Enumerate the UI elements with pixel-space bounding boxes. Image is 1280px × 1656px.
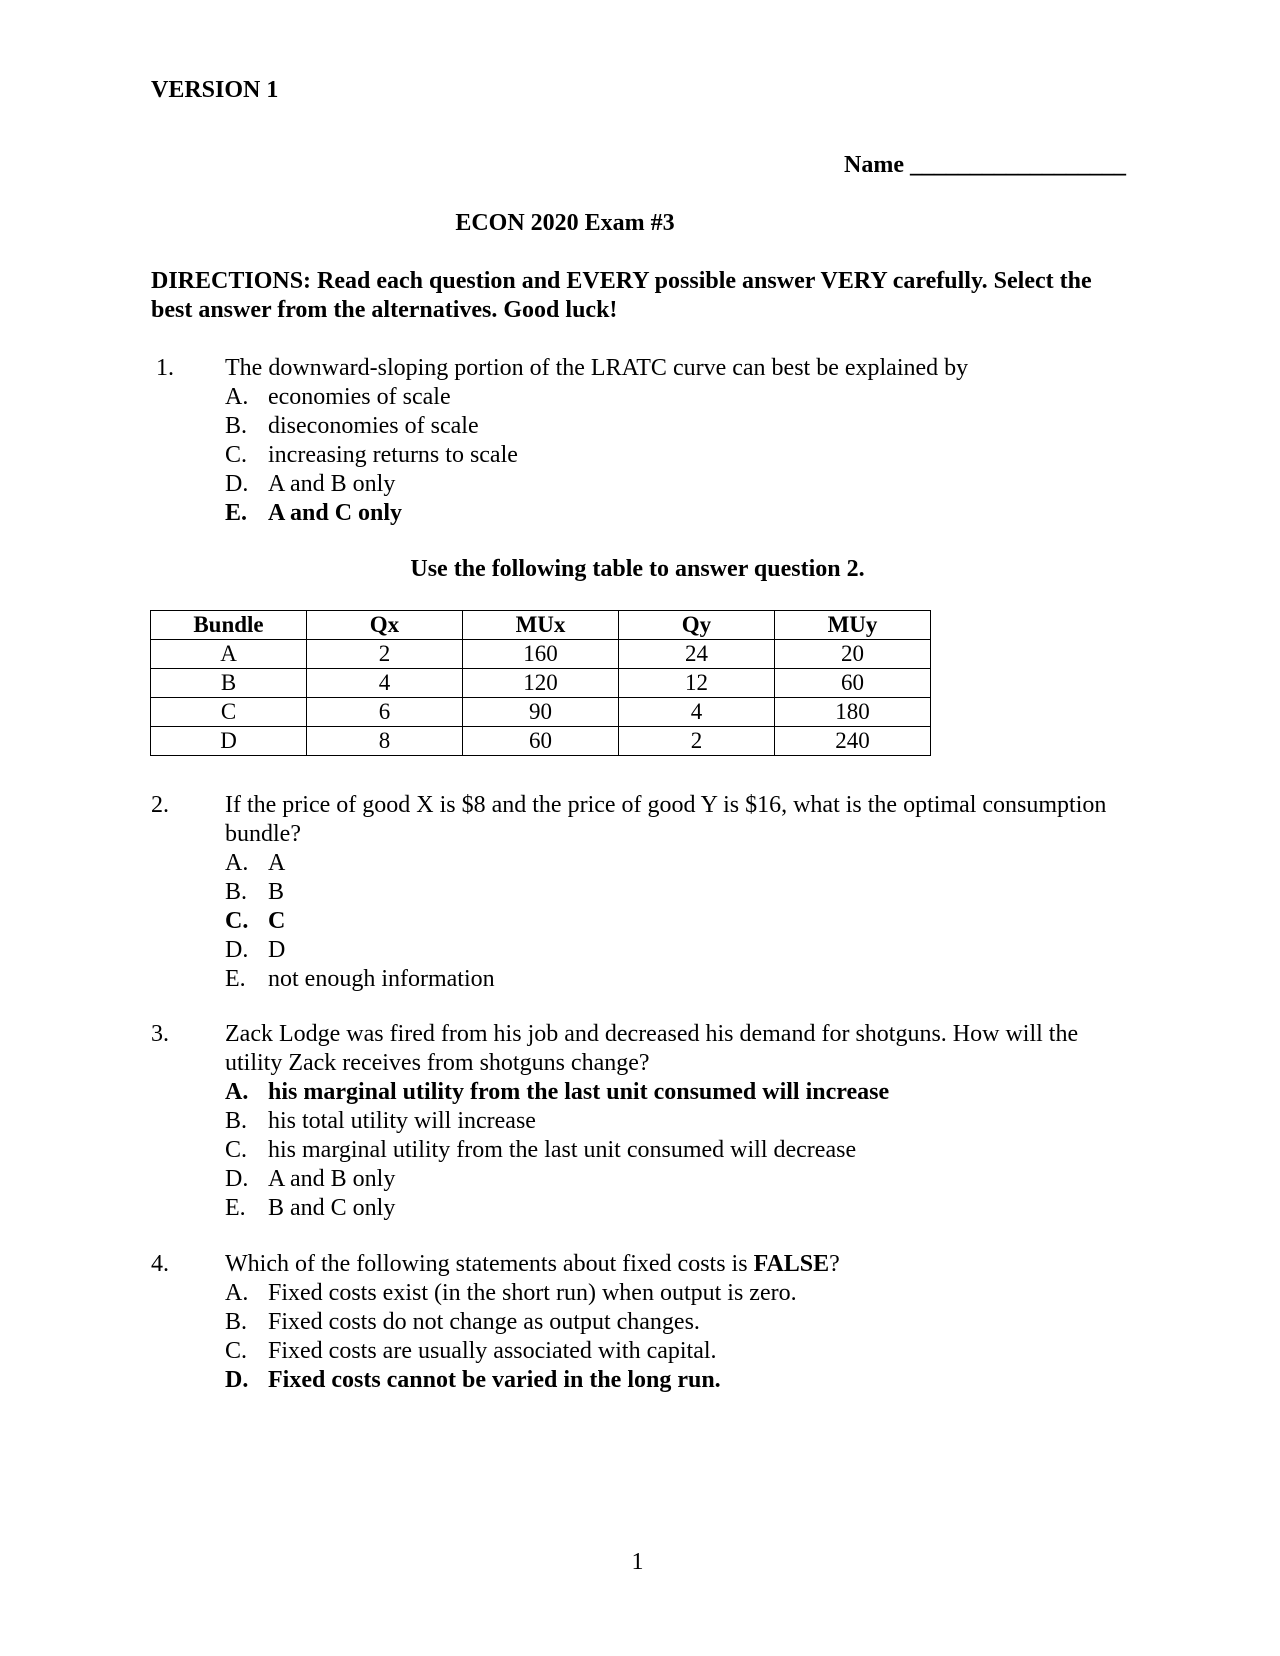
option-letter: C. — [225, 1338, 248, 1364]
option-text: B — [268, 879, 285, 905]
question-3-option-d — [225, 1165, 1125, 1194]
option-letter: D. — [225, 471, 249, 497]
table-row — [151, 669, 931, 698]
question-4-stem — [225, 1250, 1125, 1279]
question-2-option-b — [225, 878, 1125, 907]
column-header: Bundle — [151, 611, 307, 640]
question-2-option-e — [225, 965, 1125, 994]
table-row — [151, 727, 931, 756]
option-text: C — [268, 908, 286, 934]
question-4-number: 4. — [151, 1251, 169, 1277]
question-1-option-e-answer — [225, 499, 1125, 528]
table-cell: 60 — [463, 727, 619, 756]
question-2-option-d — [225, 936, 1125, 965]
option-letter: A. — [225, 850, 249, 876]
option-letter: A. — [225, 1079, 249, 1105]
table-cell: 240 — [775, 727, 931, 756]
table-cell: 2 — [619, 727, 775, 756]
table-cell: C — [151, 698, 307, 727]
option-letter: C. — [225, 908, 249, 934]
option-text: his marginal utility from the last unit consumed will decrease — [268, 1137, 857, 1163]
option-text: Fixed costs do not change as output changes. — [268, 1309, 700, 1335]
option-letter: D. — [225, 937, 249, 963]
table-cell: 20 — [775, 640, 931, 669]
page-number: 1 — [631, 1549, 644, 1575]
option-text: his total utility will increase — [268, 1108, 536, 1134]
question-3-stem: Zack Lodge was fired from his job and decreased his demand for shotguns. How will the utility Zack receives from shotguns change? — [225, 1021, 1079, 1076]
option-letter: C. — [225, 1137, 248, 1163]
option-text: D — [268, 937, 286, 963]
option-letter: A. — [225, 1280, 249, 1306]
option-letter: B. — [225, 879, 248, 905]
option-text: Fixed costs are usually associated with capital. — [268, 1338, 717, 1364]
option-letter: A. — [225, 384, 249, 410]
option-letter: D. — [225, 1367, 249, 1393]
option-text: A and B only — [268, 471, 396, 497]
table-cell: 24 — [619, 640, 775, 669]
stem-text-end: ? — [829, 1251, 840, 1277]
option-letter: B. — [225, 1108, 248, 1134]
option-text: increasing returns to scale — [268, 442, 518, 468]
table-cell: 12 — [619, 669, 775, 698]
table-cell: 6 — [307, 698, 463, 727]
name-line: Name __________________ — [844, 152, 1126, 178]
option-letter: C. — [225, 442, 248, 468]
question-2 — [225, 791, 1125, 994]
table-cell: 8 — [307, 727, 463, 756]
question-1-option-d — [225, 470, 1125, 499]
utility-table — [150, 610, 931, 756]
table-cell: 60 — [775, 669, 931, 698]
table-header-row — [151, 611, 931, 640]
question-3-option-c — [225, 1136, 1125, 1165]
question-2-stem: If the price of good X is $8 and the price of good Y is $16, what is the optimal consumption bundle? — [225, 792, 1107, 847]
exam-title: ECON 2020 Exam #3 — [455, 210, 675, 236]
option-letter: D. — [225, 1166, 249, 1192]
table-heading: Use the following table to answer question 2. — [410, 556, 865, 582]
question-3-number: 3. — [151, 1021, 169, 1047]
question-3 — [225, 1020, 1125, 1223]
column-header: Qy — [619, 611, 775, 640]
question-1-option-c — [225, 441, 1125, 470]
version-label: VERSION 1 — [151, 77, 279, 103]
question-1-stem: The downward-sloping portion of the LRATC curve can best be explained by — [225, 355, 969, 381]
question-1-option-b — [225, 412, 1125, 441]
option-letter: E. — [225, 1195, 246, 1221]
table-cell: B — [151, 669, 307, 698]
option-letter: E. — [225, 966, 246, 992]
question-2-option-c-answer — [225, 907, 1125, 936]
table-row — [151, 698, 931, 727]
question-4-option-d-answer — [225, 1366, 1125, 1395]
column-header: MUy — [775, 611, 931, 640]
table-cell: D — [151, 727, 307, 756]
option-text: his marginal utility from the last unit consumed will increase — [268, 1079, 890, 1105]
table-cell: 120 — [463, 669, 619, 698]
option-text: Fixed costs cannot be varied in the long run. — [268, 1367, 721, 1393]
table-cell: 90 — [463, 698, 619, 727]
option-letter: B. — [225, 1309, 248, 1335]
option-text: Fixed costs exist (in the short run) when output is zero. — [268, 1280, 797, 1306]
option-letter: E. — [225, 500, 248, 526]
question-2-option-a — [225, 849, 1125, 878]
stem-text: Which of the following statements about fixed costs is — [225, 1251, 754, 1277]
question-1-option-a — [225, 383, 1125, 412]
question-4 — [225, 1250, 1125, 1395]
directions: DIRECTIONS: Read each question and EVERY possible answer VERY carefully. Select the best answer from the alternatives. Good luck! — [151, 268, 1092, 323]
question-2-number: 2. — [151, 792, 169, 818]
option-letter: B. — [225, 413, 248, 439]
option-text: A and B only — [268, 1166, 396, 1192]
option-text: diseconomies of scale — [268, 413, 479, 439]
question-4-option-c — [225, 1337, 1125, 1366]
question-3-option-a-answer — [225, 1078, 1125, 1107]
stem-emphasis: FALSE — [753, 1251, 830, 1277]
question-1 — [225, 354, 1125, 528]
column-header: MUx — [463, 611, 619, 640]
option-text: economies of scale — [268, 384, 451, 410]
option-text: B and C only — [268, 1195, 396, 1221]
table-cell: 180 — [775, 698, 931, 727]
question-4-option-b — [225, 1308, 1125, 1337]
column-header: Qx — [307, 611, 463, 640]
option-text: not enough information — [268, 966, 495, 992]
option-text: A — [268, 850, 286, 876]
table-cell: A — [151, 640, 307, 669]
question-1-number: 1. — [156, 355, 174, 381]
table-cell: 4 — [619, 698, 775, 727]
option-text: A and C only — [268, 500, 403, 526]
table-cell: 160 — [463, 640, 619, 669]
question-4-option-a — [225, 1279, 1125, 1308]
question-3-option-b — [225, 1107, 1125, 1136]
question-3-option-e — [225, 1194, 1125, 1223]
table-row — [151, 640, 931, 669]
table-cell: 2 — [307, 640, 463, 669]
table-cell: 4 — [307, 669, 463, 698]
